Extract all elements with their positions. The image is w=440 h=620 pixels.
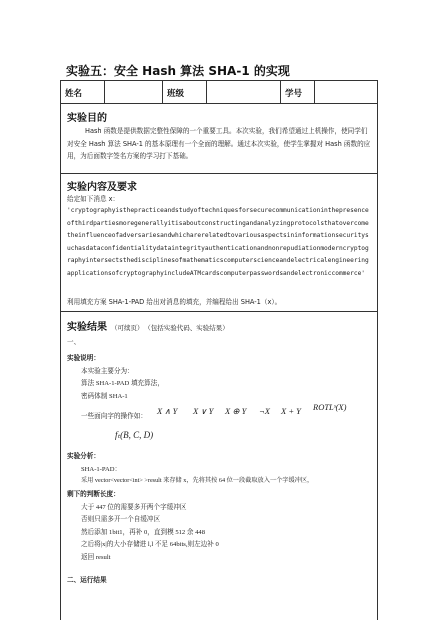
purpose-section	[61, 104, 377, 174]
content-instruction: 利用填充方案 SHA-1-PAD 给出对消息的填充，并编程给出 SHA-1（x）。	[67, 298, 282, 306]
purpose-heading: 实验目的	[67, 113, 107, 124]
class-label: 班级	[163, 81, 207, 104]
remain-line: 之后将|x|的大小存储进 l,l 不足 64bits,则左边补 0	[81, 541, 219, 548]
results-heading-text: 实验结果	[67, 322, 107, 333]
op-formula: X + Y	[281, 406, 301, 416]
id-label: 学号	[281, 81, 315, 104]
analysis-label: 实验分析：	[67, 452, 100, 460]
analysis-sub: SHA-1-PAD：	[81, 466, 122, 473]
op-formula: X ∧ Y	[157, 406, 178, 416]
remain-line: 返回 result	[81, 554, 111, 561]
remain-label: 剩下的判断长度：	[67, 490, 120, 498]
desc-line: 密码体制 SHA-1	[81, 393, 128, 400]
ops-label: 一些面向字的操作如：	[81, 413, 147, 420]
purpose-text: Hash 函数是提供数据完整性保障的一个重要工具。本次实验，我们希望通过上机操作，使同学们对安全 Hash 算法 SHA-1 的基本原理有一个全面的理解。通过本次实验，使学生掌握对 Hash 函数的应用，为后面数字签名方案的学习打下基础。	[67, 127, 371, 160]
op-formula: X ∨ Y	[193, 406, 214, 416]
student-info-row	[61, 81, 377, 104]
results-note2: （包括实验代码、实验结果）	[147, 324, 229, 332]
remain-line: 大于 447 位的需要多开两个字缓冲区	[81, 504, 187, 511]
results-heading	[67, 318, 229, 333]
results-note1: （可续页）	[111, 324, 144, 332]
message-text: 'cryptographyisthepracticeandstudyoftechniquesforsecurecommunicationinthepresenceofthirdpartiesmoregenerallyitisaboutconstructingandanalyzingprotocolsthatovercometheinfluenceofadversariesandwhicharerelatedtovariousaspectsininformationsecuritysuchasdataconfidentialitydataintegrityauthenticationandnonrepudiationmoderncryptographyintersectsthedisciplinesofmathematicscomputerscienceandelectricalengineeringapplicationsofcryptographyincludeATMcardscomputerpasswordsandelectroniccommerce'	[67, 207, 369, 277]
remain-line: 否则只需多开一个自缓冲区	[81, 516, 161, 523]
name-value[interactable]	[105, 81, 163, 104]
experiment-form	[60, 80, 378, 620]
content-intro: 给定如下消息 x：	[67, 195, 120, 203]
class-value[interactable]	[207, 81, 281, 104]
function-formula: fₜ(B, C, D)	[115, 430, 154, 440]
remain-line: 然后添加 1bit1，再补 0，直到模 512 余 448	[81, 529, 205, 536]
desc-line: 本实验主要分为：	[81, 368, 134, 375]
op-formula: ROTLˢ(X)	[313, 402, 347, 412]
results-section	[61, 312, 377, 620]
content-section	[61, 174, 377, 312]
content-heading: 实验内容及要求	[67, 182, 137, 193]
page-title: 实验五：安全 Hash 算法 SHA-1 的实现	[66, 64, 290, 78]
id-value[interactable]	[315, 81, 379, 104]
op-formula: X ⊕ Y	[225, 406, 247, 416]
desc-label: 实验说明：	[67, 354, 100, 362]
op-formula: ¬X	[259, 406, 270, 416]
analysis-text: 采用 vector<vector<int> >result 来存储 x，先将其按 64 位一段截取放入一个字缓冲区，	[81, 477, 314, 484]
part2-label: 二、运行结果	[67, 576, 107, 584]
desc-line: 算法 SHA-1-PAD 填充算法，	[81, 380, 164, 387]
watermark: ​	[17, 40, 23, 50]
name-label: 姓名	[61, 81, 105, 104]
part1-label: 一、	[67, 339, 81, 346]
